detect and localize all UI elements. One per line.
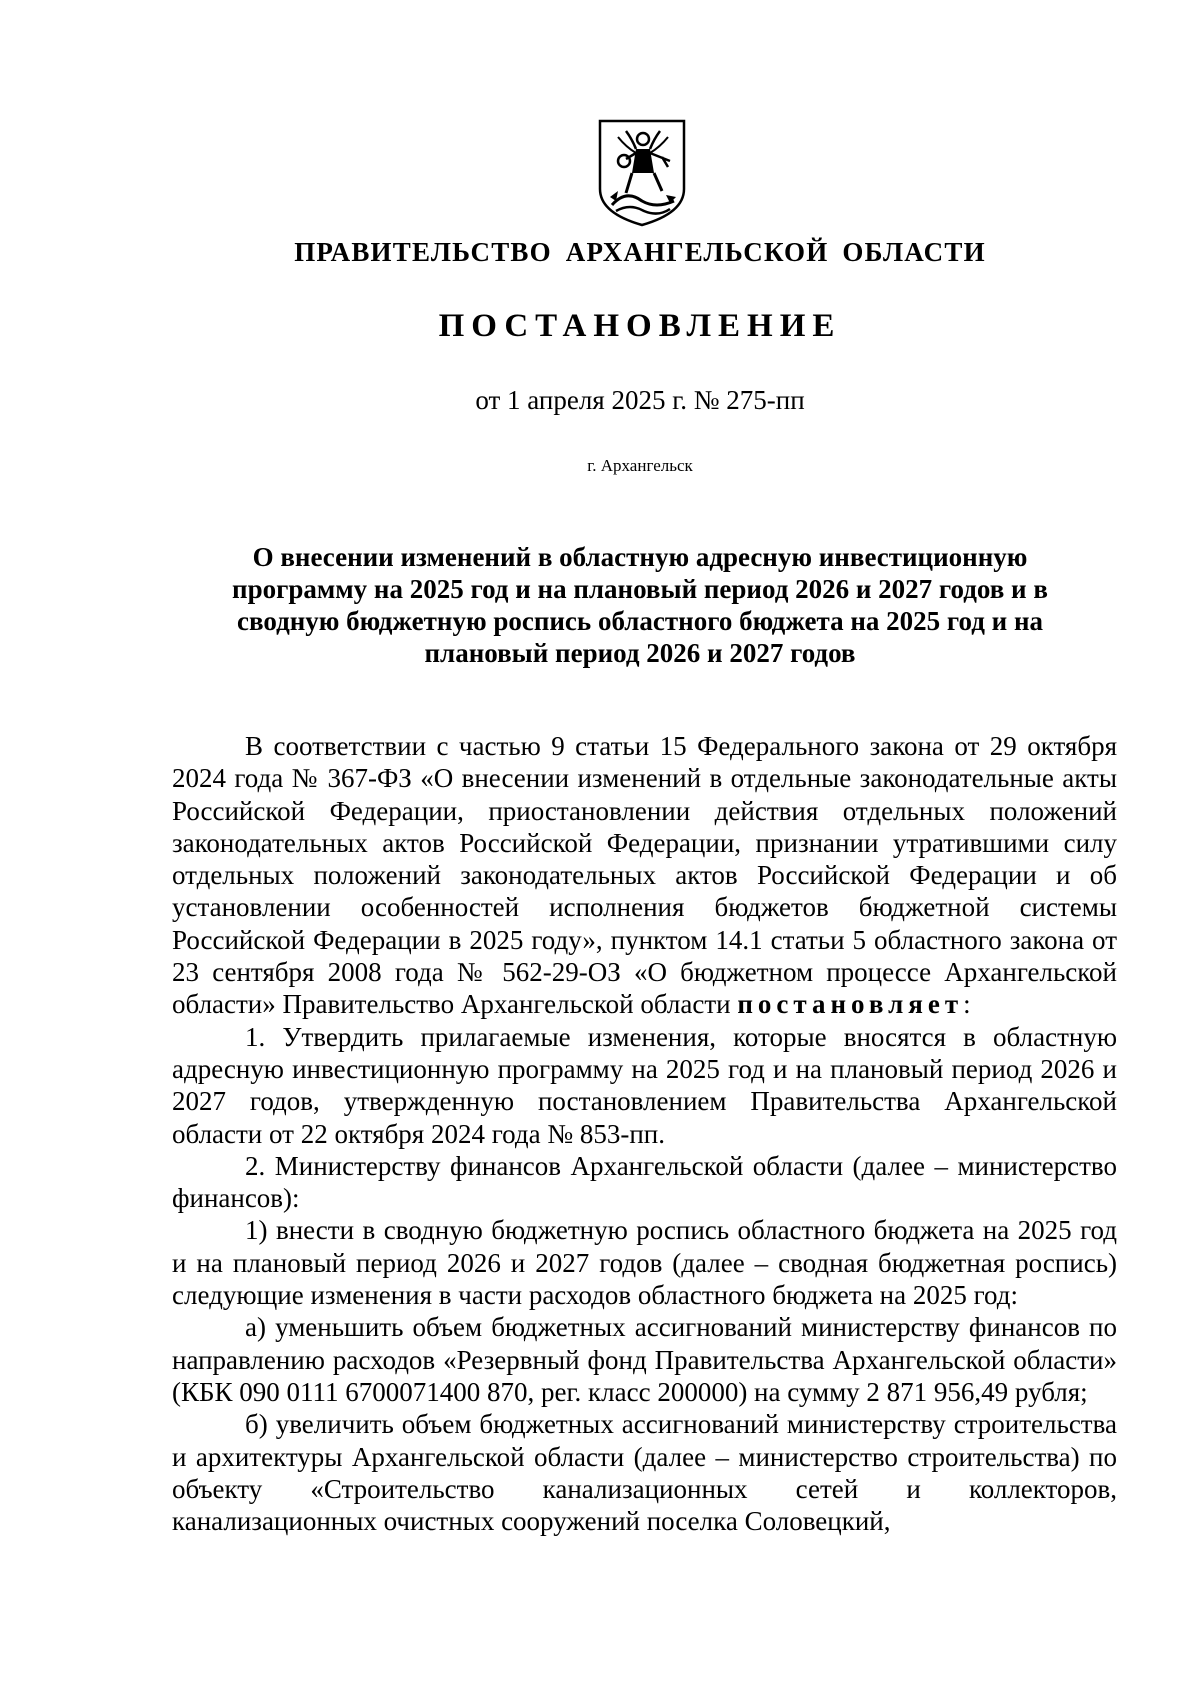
government-title: ПРАВИТЕЛЬСТВО АРХАНГЕЛЬСКОЙ ОБЛАСТИ — [294, 237, 986, 267]
preamble-paragraph — [172, 730, 1117, 1021]
document-subject: О внесении изменений в областную адресную инвестиционную программу на 2025 год и на плановый период 2026 и 2027 годов и в сводную бюджетную роспись областного бюджета на 2025 год и на плановый период 2026 и 2027 годов — [232, 542, 1048, 668]
document-body — [172, 730, 1117, 1537]
item-2-1-a: а) уменьшить объем бюджетных ассигнований министерству финансов по направлению расходов «Резервный фонд Правительства Архангельской области» (КБК 090 0111 6700071400 870, рег. класс 200000) на сумму 2 871 956,49 рубля; — [172, 1312, 1117, 1407]
item-2: 2. Министерству финансов Архангельской области (далее – министерство финансов): — [172, 1150, 1117, 1214]
document-type: ПОСТАНОВЛЕНИЕ — [438, 308, 842, 344]
item-2-1: 1) внести в сводную бюджетную роспись областного бюджета на 2025 год и на плановый период 2026 и 2027 годов (далее – сводная бюджетная роспись) следующие изменения в части расходов областного бюджета на 2025 год: — [172, 1215, 1117, 1311]
coat-of-arms-icon — [596, 117, 688, 229]
resolves-word: постановляет — [737, 989, 964, 1020]
item-1: 1. Утвердить прилагаемые изменения, которые вносятся в областную адресную инвестиционную программу на 2025 год и на плановый период 2026 и 2027 годов, утвержденную постановлением Правительства Архангельской области от 22 октября 2024 года № 853-пп. — [172, 1021, 1117, 1149]
preamble-text: В соответствии с частью 9 статьи 15 Федерального закона от 29 октября 2024 года № 367-ФЗ «О внесении изменений в отдельные законодательные акты Российской Федерации, приостановлении действия отдельных положений законодательных актов Российской Федерации, признании утратившими силу отдельных положений законодательных актов Российской Федерации и об установлении особенностей исполнения бюджетов бюджетной системы Российской Федерации в 2025 году», пунктом 14.1 статьи 5 областного закона от 23 сентября 2008 года № 562-29-ОЗ «О бюджетном процессе Архангельской области» Правительство Архангельской области — [172, 731, 1117, 1020]
resolves-colon: : — [963, 989, 971, 1020]
document-city: г. Архангельск — [587, 456, 693, 475]
document-date-number: от 1 апреля 2025 г. № 275-пп — [475, 385, 805, 415]
item-2-1-b: б) увеличить объем бюджетных ассигнований министерству строительства и архитектуры Архангельской области (далее – министерство строительства) по объекту «Строительство канализационных сетей и коллекторов, канализационных очистных сооружений поселка Соловецкий, — [172, 1409, 1117, 1537]
